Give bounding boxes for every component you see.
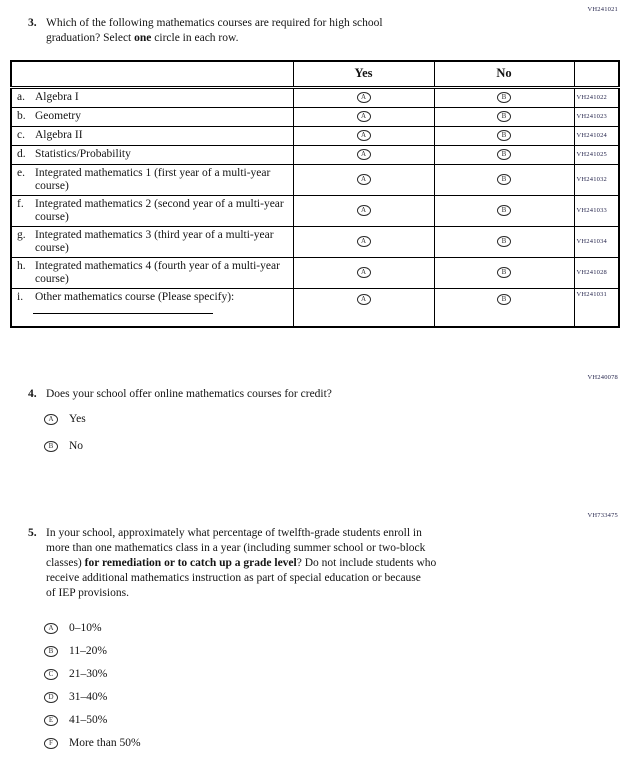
course-table-wrap xyxy=(10,60,618,328)
option-label: More than 50% xyxy=(69,737,141,749)
option-circle-a[interactable]: A xyxy=(44,414,58,425)
table-row xyxy=(11,126,619,145)
course-label: Integrated mathematics 2 (second year of a multi-year course) xyxy=(35,197,284,223)
course-label: Integrated mathematics 4 (fourth year of a multi-year course) xyxy=(35,259,280,285)
table-row xyxy=(11,257,619,288)
yes-circle[interactable]: A xyxy=(357,236,371,247)
question-3-number: 3. xyxy=(28,17,37,29)
option-41-50[interactable] xyxy=(44,713,141,727)
row-letter: g. xyxy=(17,228,26,241)
col-header-no: No xyxy=(434,61,574,87)
option-circle-d[interactable]: D xyxy=(44,692,58,703)
row-letter: c. xyxy=(17,129,25,141)
option-circle-e[interactable]: E xyxy=(44,715,58,726)
question-5-options xyxy=(44,621,141,759)
item-code: VH241022 xyxy=(574,87,619,107)
no-circle[interactable]: B xyxy=(497,92,511,103)
option-label: 21–30% xyxy=(69,668,108,680)
no-circle[interactable]: B xyxy=(497,111,511,122)
yes-circle[interactable]: A xyxy=(357,205,371,216)
yes-circle[interactable]: A xyxy=(357,130,371,141)
option-label: 31–40% xyxy=(69,691,108,703)
no-circle[interactable]: B xyxy=(497,294,511,305)
option-label: No xyxy=(69,440,84,452)
question-5-number: 5. xyxy=(28,527,37,539)
row-letter: h. xyxy=(17,259,26,272)
course-label: Geometry xyxy=(35,110,81,122)
question-5-text: In your school, approximately what percentage of twelfth-grade students enroll in more than one mathematics class in a year (including summer school or two-block classes) for remediation or to catch up a grade level? Do not include students who receive additional mathematics instruction as part of special education or because of IEP provisions. xyxy=(46,527,437,599)
col-header-code xyxy=(574,61,619,87)
question-4 xyxy=(28,387,332,402)
question-4-text: Does your school offer online mathematics courses for credit? xyxy=(46,388,332,400)
option-label: 0–10% xyxy=(69,622,102,634)
row-letter: f. xyxy=(17,197,24,210)
row-letter: a. xyxy=(17,91,25,103)
item-code: VH241034 xyxy=(574,226,619,257)
course-table xyxy=(10,60,620,328)
option-21-30[interactable] xyxy=(44,667,141,681)
no-circle[interactable]: B xyxy=(497,205,511,216)
question-4-number: 4. xyxy=(28,388,37,400)
yes-circle[interactable]: A xyxy=(357,174,371,185)
option-circle-b[interactable]: B xyxy=(44,646,58,657)
course-label: Algebra I xyxy=(35,91,79,103)
option-31-40[interactable] xyxy=(44,690,141,704)
option-label: Yes xyxy=(69,413,86,425)
course-table-body xyxy=(11,87,619,327)
course-label: Integrated mathematics 1 (first year of a multi-year course) xyxy=(35,166,271,192)
option-more-than-50[interactable] xyxy=(44,736,141,750)
option-circle-c[interactable]: C xyxy=(44,669,58,680)
question-5 xyxy=(28,526,520,601)
no-circle[interactable]: B xyxy=(497,267,511,278)
specify-blank-line[interactable] xyxy=(33,313,213,314)
yes-circle[interactable]: A xyxy=(357,111,371,122)
option-circle-a[interactable]: A xyxy=(44,623,58,634)
yes-circle[interactable]: A xyxy=(357,92,371,103)
yes-circle[interactable]: A xyxy=(357,294,371,305)
table-row xyxy=(11,288,619,327)
option-yes[interactable] xyxy=(44,412,86,426)
option-label: 11–20% xyxy=(69,645,107,657)
row-letter: i. xyxy=(17,290,24,303)
item-code: VH241025 xyxy=(574,145,619,164)
course-label: Integrated mathematics 3 (third year of a multi-year course) xyxy=(35,228,274,254)
item-code: VH241024 xyxy=(574,126,619,145)
option-11-20[interactable] xyxy=(44,644,141,658)
course-label: Other mathematics course (Please specify): xyxy=(35,290,235,303)
row-letter: d. xyxy=(17,148,26,160)
course-label: Algebra II xyxy=(35,129,83,141)
item-code: VH241032 xyxy=(574,164,619,195)
no-circle[interactable]: B xyxy=(497,236,511,247)
no-circle[interactable]: B xyxy=(497,130,511,141)
course-label: Statistics/Probability xyxy=(35,148,131,160)
option-0-10[interactable] xyxy=(44,621,141,635)
yes-circle[interactable]: A xyxy=(357,267,371,278)
item-code: VH241031 xyxy=(574,288,619,327)
row-letter: e. xyxy=(17,166,25,179)
table-row xyxy=(11,226,619,257)
table-row xyxy=(11,107,619,126)
table-row xyxy=(11,195,619,226)
option-no[interactable] xyxy=(44,439,86,453)
item-code: VH241033 xyxy=(574,195,619,226)
item-code: VH241023 xyxy=(574,107,619,126)
question-4-options xyxy=(44,412,86,466)
item-code-q4: VH240078 xyxy=(587,374,618,381)
item-code: VH241028 xyxy=(574,257,619,288)
table-header-row xyxy=(11,61,619,87)
question-3 xyxy=(28,16,498,46)
option-circle-b[interactable]: B xyxy=(44,441,58,452)
table-row xyxy=(11,145,619,164)
table-row xyxy=(11,164,619,195)
question-3-text: Which of the following mathematics courses are required for high school graduation? Select one circle in each row. xyxy=(46,17,383,44)
table-row xyxy=(11,87,619,107)
item-code-q5: VH733475 xyxy=(587,512,618,519)
col-header-course xyxy=(11,61,293,87)
option-circle-f[interactable]: F xyxy=(44,738,58,749)
no-circle[interactable]: B xyxy=(497,174,511,185)
no-circle[interactable]: B xyxy=(497,149,511,160)
yes-circle[interactable]: A xyxy=(357,149,371,160)
col-header-yes: Yes xyxy=(293,61,434,87)
row-letter: b. xyxy=(17,110,26,122)
item-code-q3: VH241021 xyxy=(587,6,618,13)
option-label: 41–50% xyxy=(69,714,108,726)
